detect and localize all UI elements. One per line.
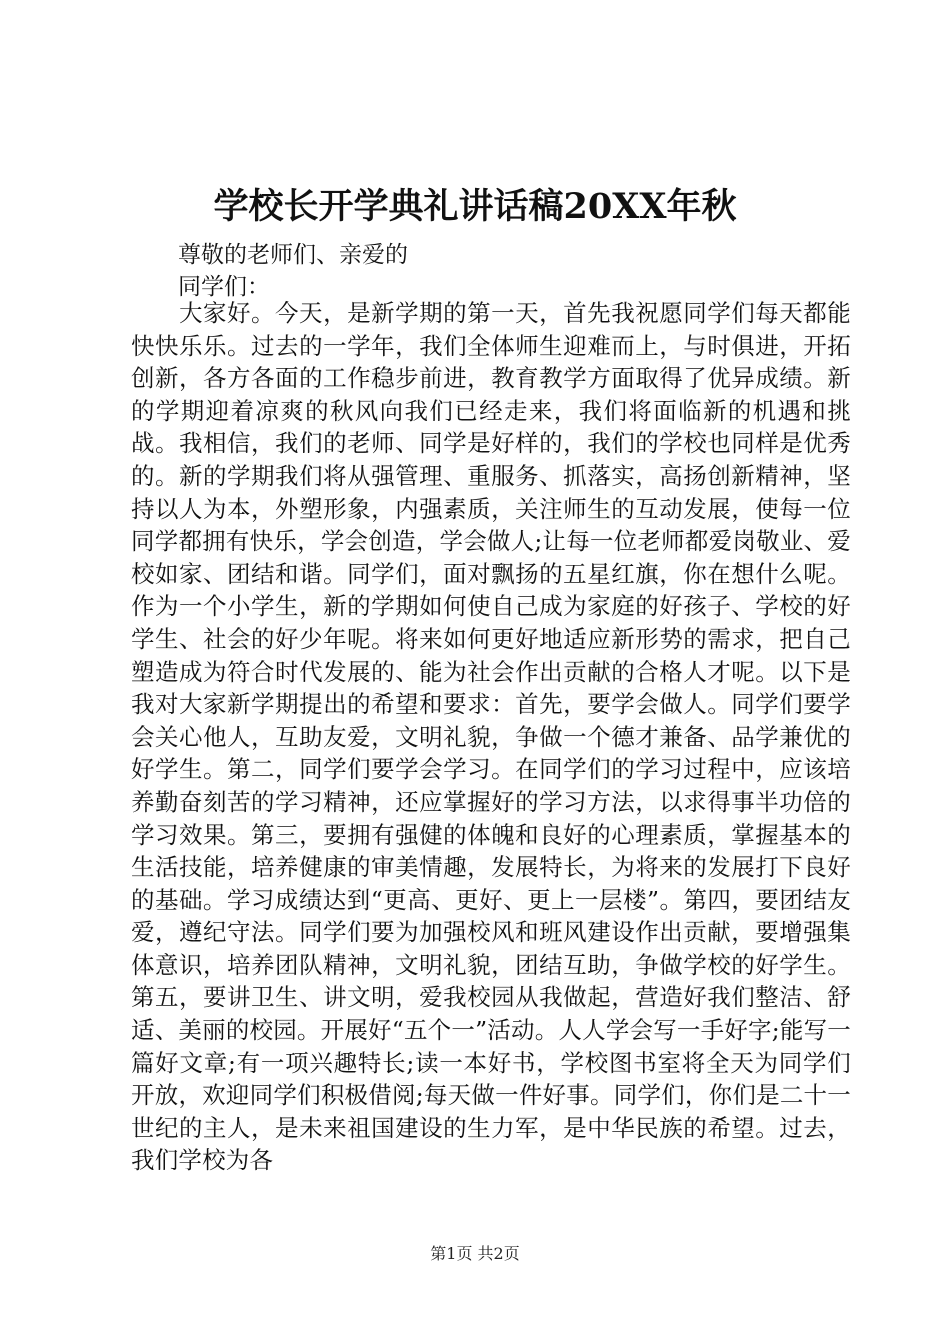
document-title: 学校长开学典礼讲话稿20XX年秋 (213, 186, 737, 227)
salutation-line-1: 尊敬的老师们、亲爱的 (178, 242, 408, 268)
speech-body: 大家好。今天，是新学期的第一天，首先我祝愿同学们每天都能快快乐乐。过去的一学年，我们全体师生迎难而上，与时俱进，开拓创新，各方各面的工作稳步前进，教育教学方面取得了优异成绩。新的学期迎着凉爽的秋风向我们已经走来，我们将面临新的机遇和挑战。我相信，我们的老师、同学是好样的，我们的学校也同样是优秀的。新的学期我们将从强管理、重服务、抓落实，高扬创新精神，坚持以人为本，外塑形象，内强素质，关注师生的互动发展，使每一位同学都拥有快乐，学会创造，学会做人;让每一位老师都爱岗敬业、爱校如家、团结和谐。同学们，面对飘扬的五星红旗，你在想什么呢。作为一个小学生，新的学期如何使自己成为家庭的好孩子、学校的好学生、社会的好少年呢。将来如何更好地适应新形势的需求，把自己塑造成为符合时代发展的、能为社会作出贡献的合格人才呢。以下是我对大家新学期提出的希望和要求：首先，要学会做人。同学们要学会关心他人，互助友爱，文明礼貌，争做一个德才兼备、品学兼优的好学生。第二，同学们要学会学习。在同学们的学习过程中，应该培养勤奋刻苦的学习精神，还应掌握好的学习方法，以求得事半功倍的学习效果。第三，要拥有强健的体魄和良好的心理素质，掌握基本的生活技能，培养健康的审美情趣，发展特长，为将来的发展打下良好的基础。学习成绩达到“更高、更好、更上一层楼”。第四，要团结友爱，遵纪守法。同学们要为加强校风和班风建设作出贡献，要增强集体意识，培养团队精神，文明礼貌，团结互助，争做学校的好学生。第五，要讲卫生、讲文明，爱我校园从我做起，营造好我们整洁、舒适、美丽的校园。开展好“五个一”活动。人人学会写一手好字;能写一篇好文章;有一项兴趣特长;读一本好书，学校图书室将全天为同学们开放，欢迎同学们积极借阅;每天做一件好事。同学们，你们是二十一世纪的主人，是未来祖国建设的生力军，是中华民族的希望。过去，我们学校为各 (131, 299, 851, 1175)
page-number-footer: 第1页 共2页 (430, 1244, 520, 1263)
salutation-line-2: 同学们： (178, 274, 270, 300)
